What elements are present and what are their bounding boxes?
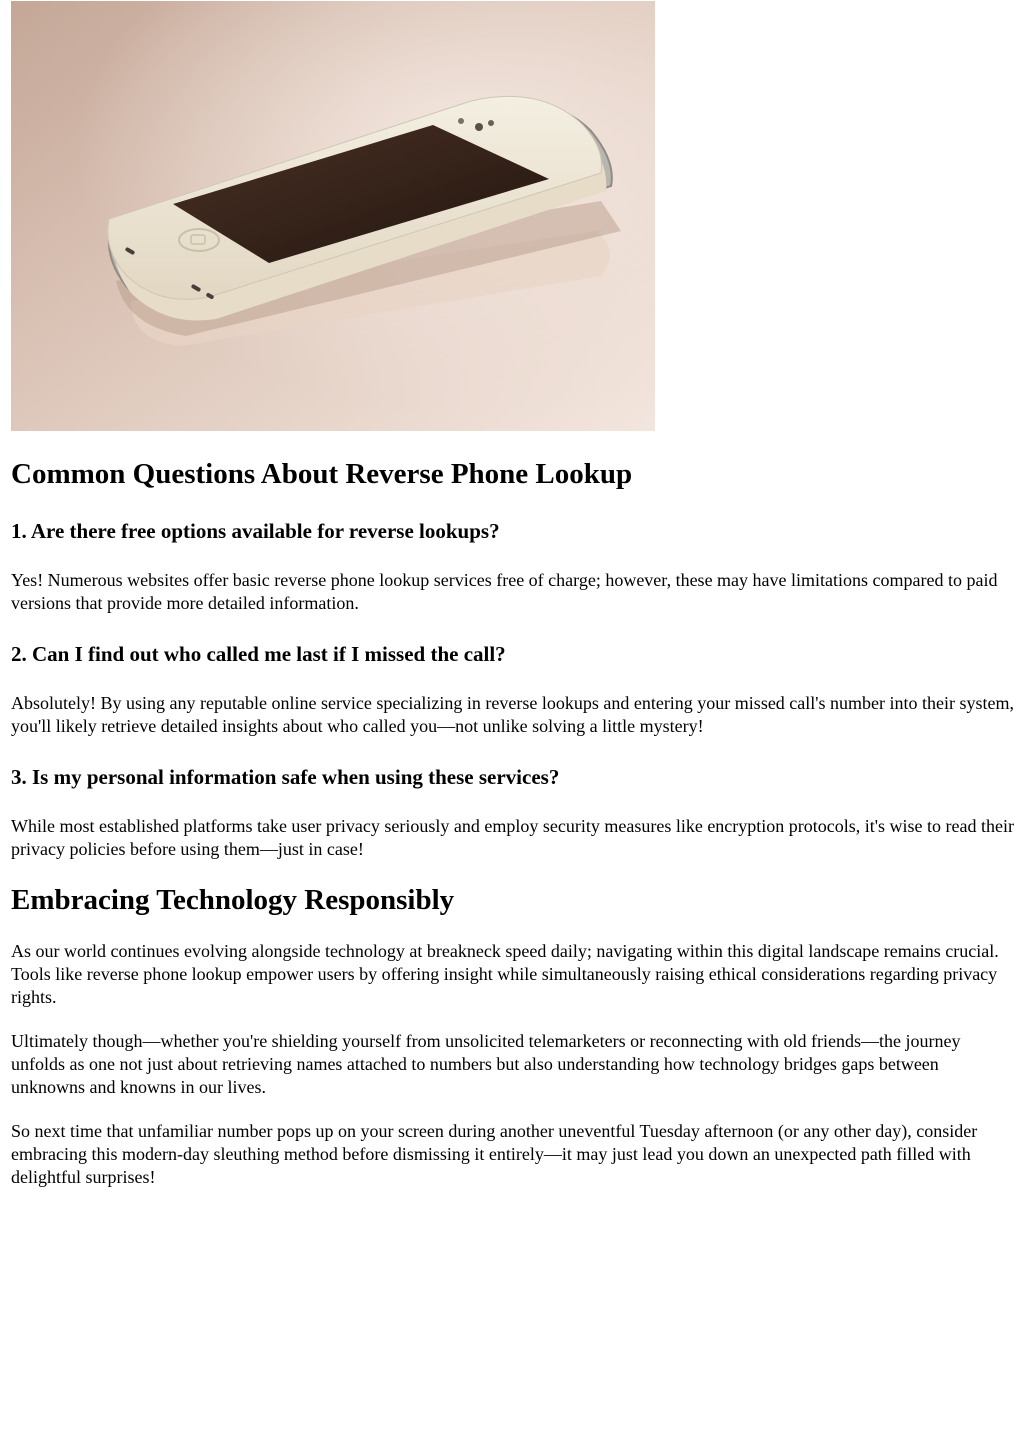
- faq-answer: Absolutely! By using any reputable online service specializing in reverse lookups and entering your missed call's number into their system, you'll likely retrieve detailed insights about who called you—not unlike solving a little mystery!: [11, 693, 1015, 736]
- faq-question: 2. Can I find out who called me last if I missed the call?: [11, 642, 506, 666]
- faq-heading: Common Questions About Reverse Phone Lookup: [11, 458, 633, 490]
- faq-question: 1. Are there free options available for reverse lookups?: [11, 519, 500, 543]
- section-heading: Embracing Technology Responsibly: [11, 884, 455, 916]
- faq-question: 3. Is my personal information safe when using these services?: [11, 765, 560, 789]
- body-paragraph: So next time that unfamiliar number pops up on your screen during another uneventful Tuesday afternoon (or any other day), consider embracing this modern-day sleuthing method before dismissing it entirely—it may just lead you down an unexpected path filled with delightful surprises!: [11, 1121, 978, 1187]
- faq-answer: While most established platforms take user privacy seriously and employ security measures like encryption protocols, it's wise to read their privacy policies before using them—just in case!: [11, 816, 1014, 859]
- body-paragraph: As our world continues evolving alongside technology at breakneck speed daily; navigating within this digital landscape remains crucial. Tools like reverse phone lookup empower users by offering insight while simultaneously raising ethical considerations regarding privacy rights.: [11, 941, 999, 1007]
- faq-answer: Yes! Numerous websites offer basic reverse phone lookup services free of charge; however, these may have limitations compared to paid versions that provide more detailed information.: [11, 570, 998, 613]
- body-paragraph: Ultimately though—whether you're shielding yourself from unsolicited telemarketers or reconnecting with old friends—the journey unfolds as one not just about retrieving names attached to numbers but also understanding how technology bridges gaps between unknowns and knowns in our lives.: [11, 1031, 961, 1097]
- article: [11, 0, 1016, 1189]
- smartphone-photo: [11, 1, 655, 431]
